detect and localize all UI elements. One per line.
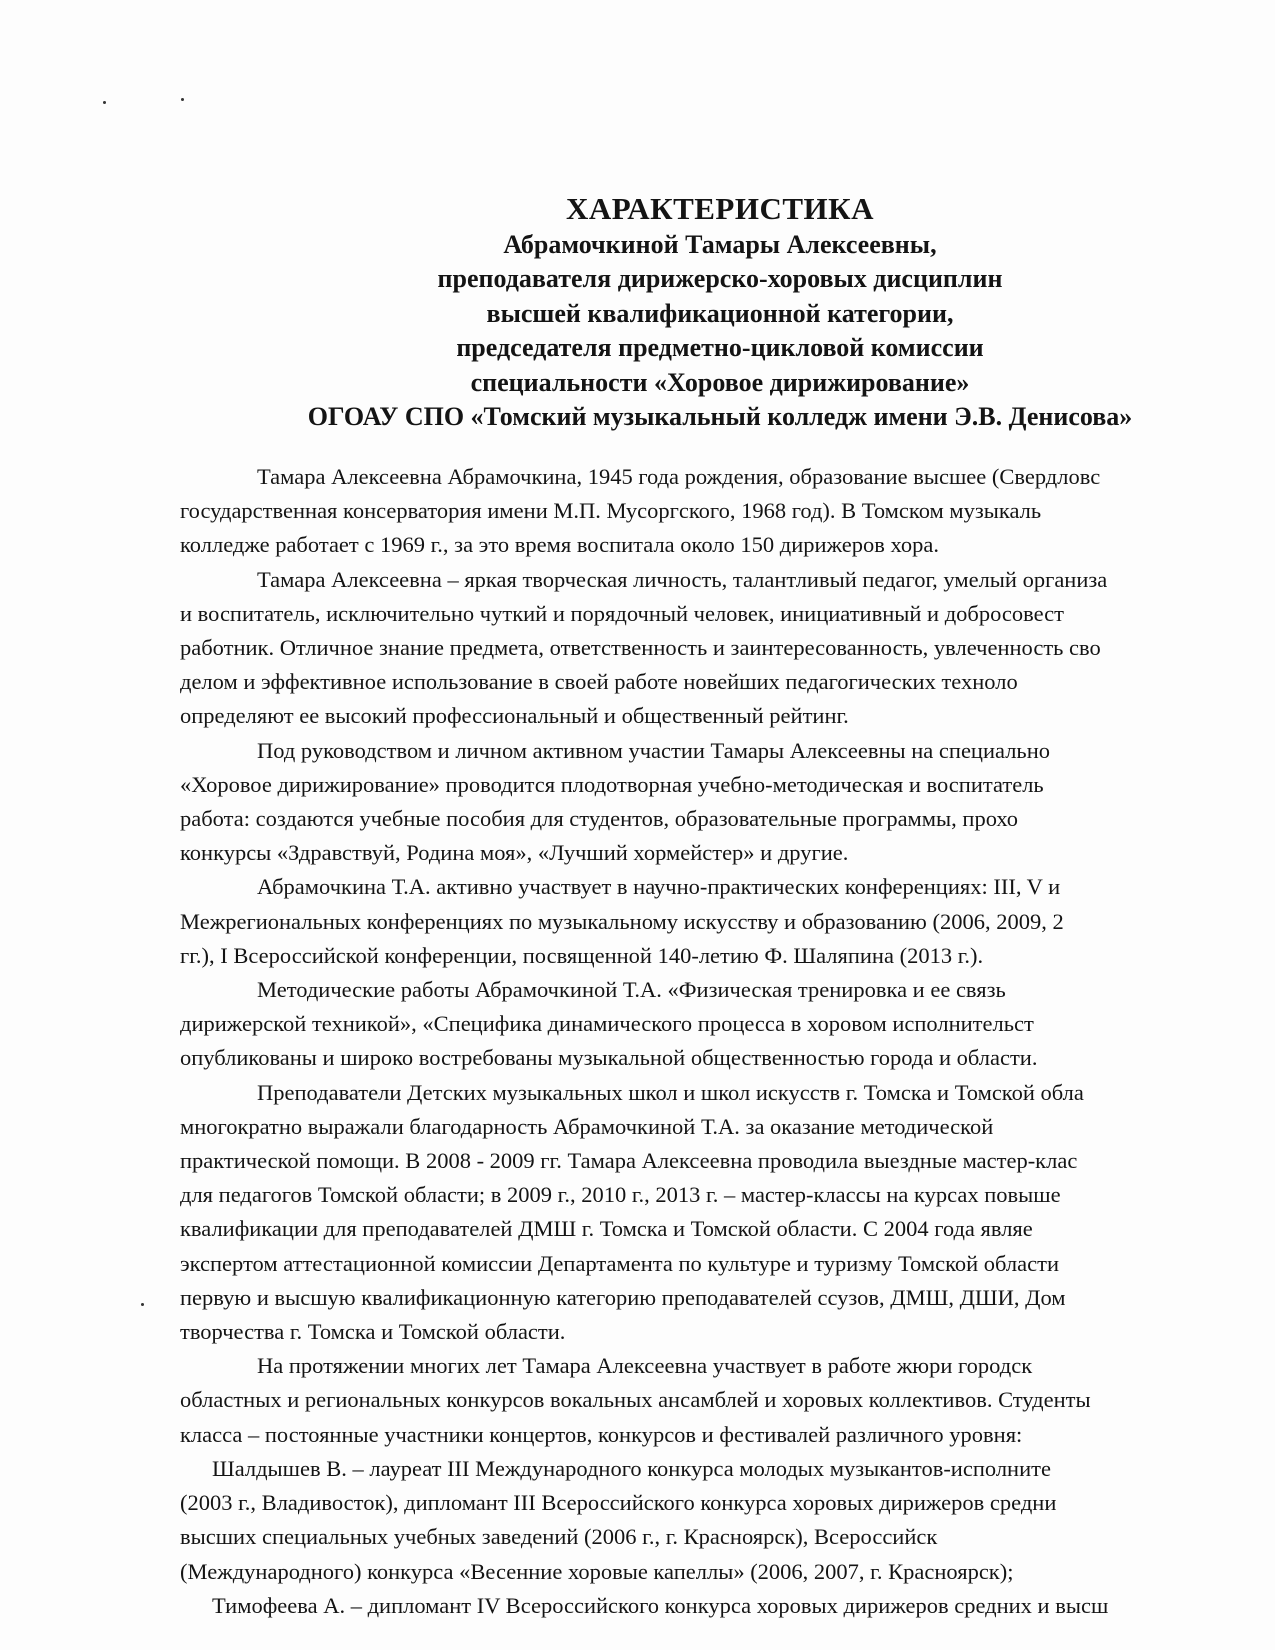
body-line: (Международного) конкурса «Весенние хоровые капеллы» (2006, 2007, г. Красноярск); [180,1558,1014,1584]
body-line: определяют ее высокий профессиональный и общественный рейтинг. [180,703,849,729]
scan-speck [103,101,106,104]
body-line: опубликованы и широко востребованы музыкальной общественностью города и области. [180,1045,1038,1071]
body-line: и воспитатель, исключительно чуткий и порядочный человек, инициативный и добросовест [180,600,1064,626]
document-title: ХАРАКТЕРИСТИКА [565,191,875,226]
document-heading [170,190,1270,434]
body-line: Абрамочкина Т.А. активно участвует в научно-практических конференциях: III, V и [257,874,1061,900]
body-line: Методические работы Абрамочкиной Т.А. «Физическая тренировка и ее связь [257,977,1006,1003]
body-line: Преподаватели Детских музыкальных школ и школ искусств г. Томска и Томской обла [257,1079,1084,1105]
body-line: многократно выражали благодарность Абрамочкиной Т.А. за оказание методической [180,1113,994,1139]
body-line: государственная консерватория имени М.П. Мусоргского, 1968 год). В Томском музыкаль [180,498,1042,524]
body-line: творчества г. Томска и Томской области. [180,1319,566,1345]
body-line: Межрегиональных конференциях по музыкальному искусству и образованию (2006, 2009, 2 [180,908,1064,934]
body-line: практической помощи. В 2008 - 2009 гг. Тамара Алексеевна проводила выездные мастер-клас [180,1148,1078,1174]
heading-line-chair: председателя предметно-цикловой комиссии [456,333,984,363]
body-line: Тамара Алексеевна – яркая творческая личность, талантливый педагог, умелый организа [257,566,1108,592]
body-line: для педагогов Томской области; в 2009 г., 2010 г., 2013 г. – мастер-классы на курсах повыше [180,1182,1061,1208]
body-line: высших специальных учебных заведений (2006 г., г. Красноярск), Всероссийск [180,1524,938,1550]
body-line: квалификации для преподавателей ДМШ г. Томска и Томской области. С 2004 года являе [180,1216,1033,1242]
body-line: первую и высшую квалификационную категорию преподавателей ссузов, ДМШ, ДШИ, Дом [180,1284,1066,1310]
heading-line-institution: ОГОАУ СПО «Томский музыкальный колледж имени Э.В. Денисова» [307,402,1133,432]
body-line: колледже работает с 1969 г., за это время воспитала около 150 дирижеров хора. [180,532,940,558]
body-line: класса – постоянные участники концертов, конкурсов и фестивалей различного уровня: [180,1421,1023,1447]
document-body [180,460,1275,1623]
scan-speck [141,1303,144,1306]
heading-line-specialty: специальности «Хоровое дирижирование» [470,367,970,397]
body-line: конкурсы «Здравствуй, Родина моя», «Лучший хормейстер» и другие. [180,840,849,866]
body-line: экспертом аттестационной комиссии Департамента по культуре и туризму Томской области [180,1250,1059,1276]
body-line: Под руководством и личном активном участии Тамары Алексеевны на специально [257,737,1050,763]
body-line: Тимофеева А. – дипломант IV Всероссийского конкурса хоровых дирижеров средних и высш [212,1592,1109,1618]
body-line: Шалдышев В. – лауреат III Международного конкурса молодых музыкантов-исполните [212,1455,1051,1481]
body-line: работник. Отличное знание предмета, ответственность и заинтересованность, увлеченность сво [180,635,1101,661]
scan-speck [181,98,184,101]
heading-line-position: преподавателя дирижерско-хоровых дисциплин [437,264,1003,294]
body-line: Тамара Алексеевна Абрамочкина, 1945 года рождения, образование высшее (Свердловс [257,464,1101,489]
body-line: делом и эффективное использование в своей работе новейших педагогических техноло [180,669,1018,695]
body-line: областных и региональных конкурсов вокальных ансамблей и хоровых коллективов. Студенты [180,1387,1091,1413]
body-line: На протяжении многих лет Тамара Алексеевна участвует в работе жюри городск [257,1353,1033,1379]
heading-line-category: высшей квалификационной категории, [486,298,954,328]
body-line: «Хоровое дирижирование» проводится плодотворная учебно-методическая и воспитатель [180,771,1044,797]
body-line: дирижерской техникой», «Специфика динамического процесса в хоровом исполнительст [180,1011,1034,1037]
heading-line-name: Абрамочкиной Тамары Алексеевны, [503,230,937,259]
body-line: (2003 г., Владивосток), дипломант III Всероссийского конкурса хоровых дирижеров средни [180,1490,1057,1516]
body-line: работа: создаются учебные пособия для студентов, образовательные программы, прохо [180,806,1019,832]
body-line: гг.), I Всероссийской конференции, посвященной 140-летию Ф. Шаляпина (2013 г.). [180,942,984,968]
